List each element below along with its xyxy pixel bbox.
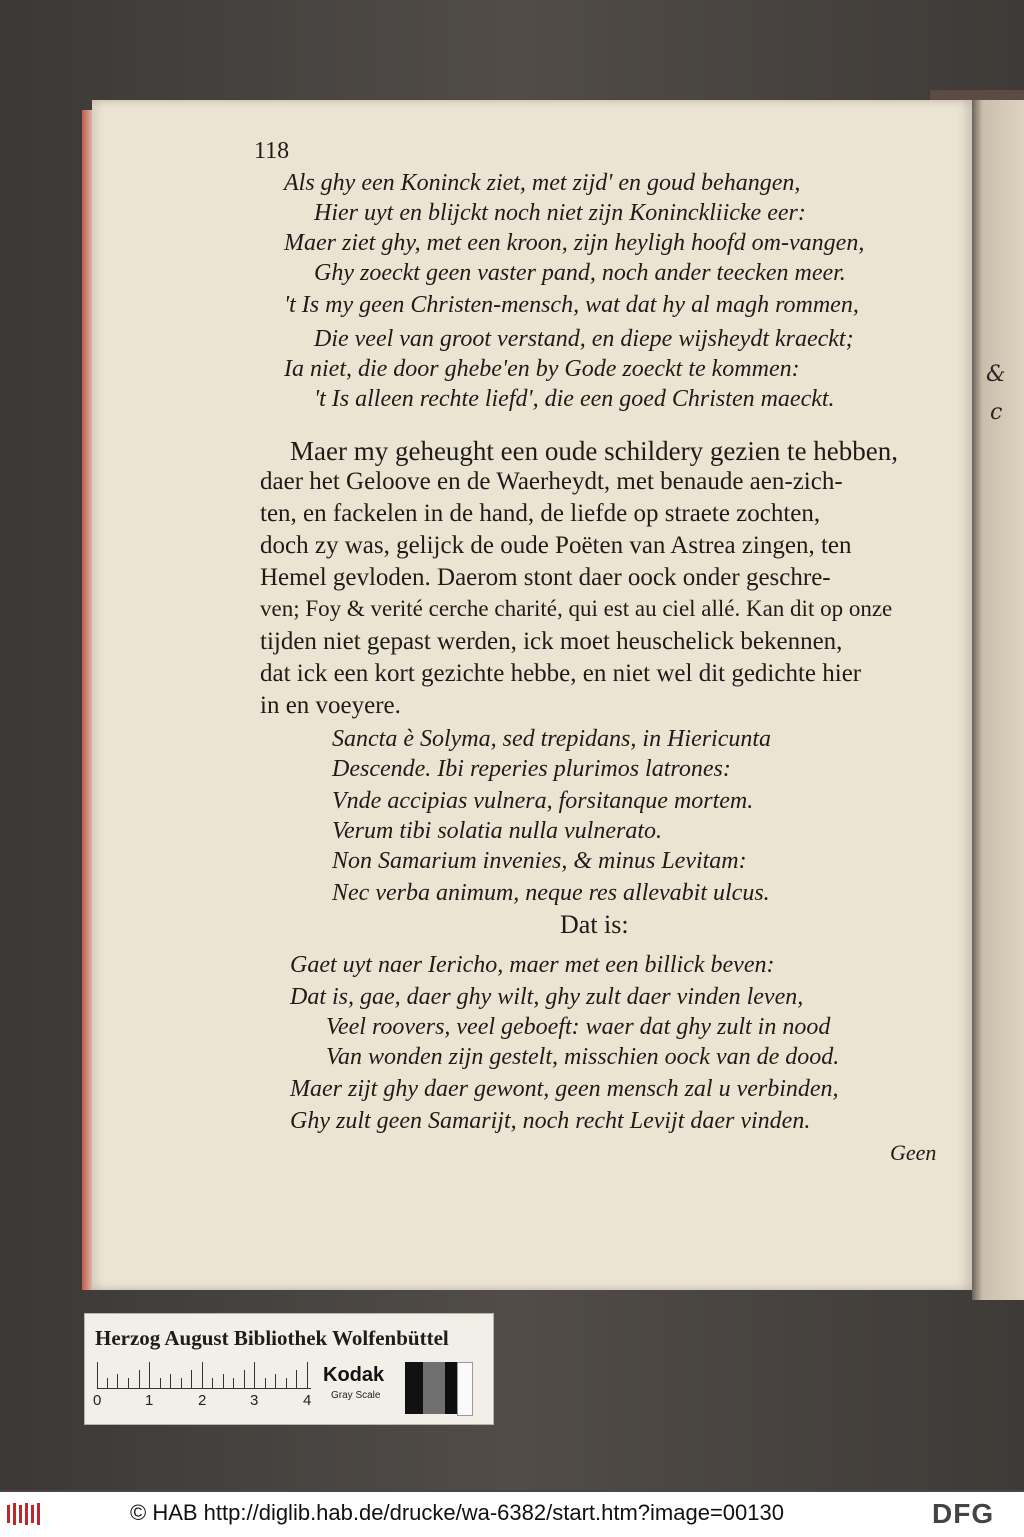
gray-swatch-black-2	[445, 1362, 457, 1414]
latin-line: Sancta è Solyma, sed trepidans, in Hiericunta	[332, 726, 772, 752]
verse-line: Hier uyt en blijckt noch niet zijn Koninckliicke eer:	[314, 200, 806, 226]
ruler-number: 1	[145, 1392, 154, 1409]
prose-line: daer het Geloove en de Waerheydt, met benaude aen-zich-	[260, 468, 843, 495]
verse-line: Van wonden zijn gestelt, misschien oock van de dood.	[326, 1044, 840, 1070]
color-scale-card	[84, 1313, 494, 1425]
verse-line: Ghy zult geen Samarijt, noch recht Levijt daer vinden.	[290, 1108, 811, 1134]
prose-line: Hemel gevloden. Daerom stont daer oock onder geschre-	[260, 564, 831, 591]
verse-line: Maer ziet ghy, met een kroon, zijn heyligh hoofd om-vangen,	[284, 230, 865, 256]
verse-line: 't Is alleen rechte liefd', die een goed Christen maeckt.	[314, 386, 835, 412]
book-page	[92, 100, 972, 1290]
gray-swatch-black	[405, 1362, 423, 1414]
gray-swatch-dark	[423, 1362, 445, 1414]
verse-line: Dat is, gae, daer ghy wilt, ghy zult daer vinden leven,	[290, 984, 804, 1010]
adjacent-page: & c	[972, 100, 1024, 1300]
latin-line: Nec verba animum, neque res allevabit ulcus.	[332, 880, 770, 906]
latin-line: Non Samarium invenies, & minus Levitam:	[332, 848, 747, 874]
ruler-number: 3	[250, 1392, 259, 1409]
gray-scale-text: Gray Scale	[331, 1390, 381, 1401]
section-heading: Dat is:	[560, 910, 629, 939]
gray-swatch-white	[457, 1362, 473, 1416]
dfg-logo: DFG	[932, 1498, 995, 1529]
prose-line: in en voeyere.	[260, 692, 401, 719]
prose-line: Maer my geheught een oude schildery gezien te hebben,	[290, 436, 899, 466]
prose-line: ten, en fackelen in de hand, de liefde op straete zochten,	[260, 500, 821, 527]
copyright-link[interactable]: © HAB http://diglib.hab.de/drucke/wa-6382/start.htm?image=00130	[130, 1500, 784, 1525]
latin-line: Descende. Ibi reperies plurimos latrones:	[332, 756, 731, 782]
prose-line: doch zy was, gelijck de oude Poëten van Astrea zingen, ten	[260, 532, 852, 559]
verse-line: Gaet uyt naer Iericho, maer met een billick beven:	[290, 952, 775, 978]
kodak-logo-text: Kodak	[323, 1364, 385, 1386]
ruler	[97, 1360, 311, 1389]
latin-line: Verum tibi solatia nulla vulnerato.	[332, 818, 662, 844]
ruler-number: 4	[303, 1392, 312, 1409]
verse-line: Veel roovers, veel geboeft: waer dat ghy zult in nood	[326, 1014, 831, 1040]
ruler-number: 0	[93, 1392, 102, 1409]
footer-bar	[0, 1492, 1024, 1537]
verse-line: 't Is my geen Christen-mensch, wat dat hy al magh rommen,	[284, 292, 859, 318]
prose-line: tijden niet gepast werden, ick moet heuschelick bekennen,	[260, 628, 843, 655]
page-number: 118	[254, 138, 290, 164]
prose-line: dat ick een kort gezichte hebbe, en niet wel dit gedichte hier	[260, 660, 862, 687]
catchword: Geen	[890, 1140, 937, 1165]
verse-line: Ia niet, die door ghebe'en by Gode zoeckt te kommen:	[284, 356, 800, 382]
latin-line: Vnde accipias vulnera, forsitanque mortem.	[332, 788, 754, 814]
verse-line: Maer zijt ghy daer gewont, geen mensch zal u verbinden,	[290, 1076, 839, 1102]
prose-line: ven; Foy & verité cerche charité, qui est au ciel allé. Kan dit op onze	[260, 596, 893, 621]
ruler-number: 2	[198, 1392, 207, 1409]
hab-logo-icon	[6, 1502, 44, 1526]
verse-line: Als ghy een Koninck ziet, met zijd' en goud behangen,	[284, 170, 801, 196]
library-name: Herzog August Bibliothek Wolfenbüttel	[95, 1326, 449, 1350]
verse-line: Ghy zoeckt geen vaster pand, noch ander teecken meer.	[314, 260, 846, 286]
verse-line: Die veel van groot verstand, en diepe wijsheydt kraeckt;	[314, 326, 854, 352]
